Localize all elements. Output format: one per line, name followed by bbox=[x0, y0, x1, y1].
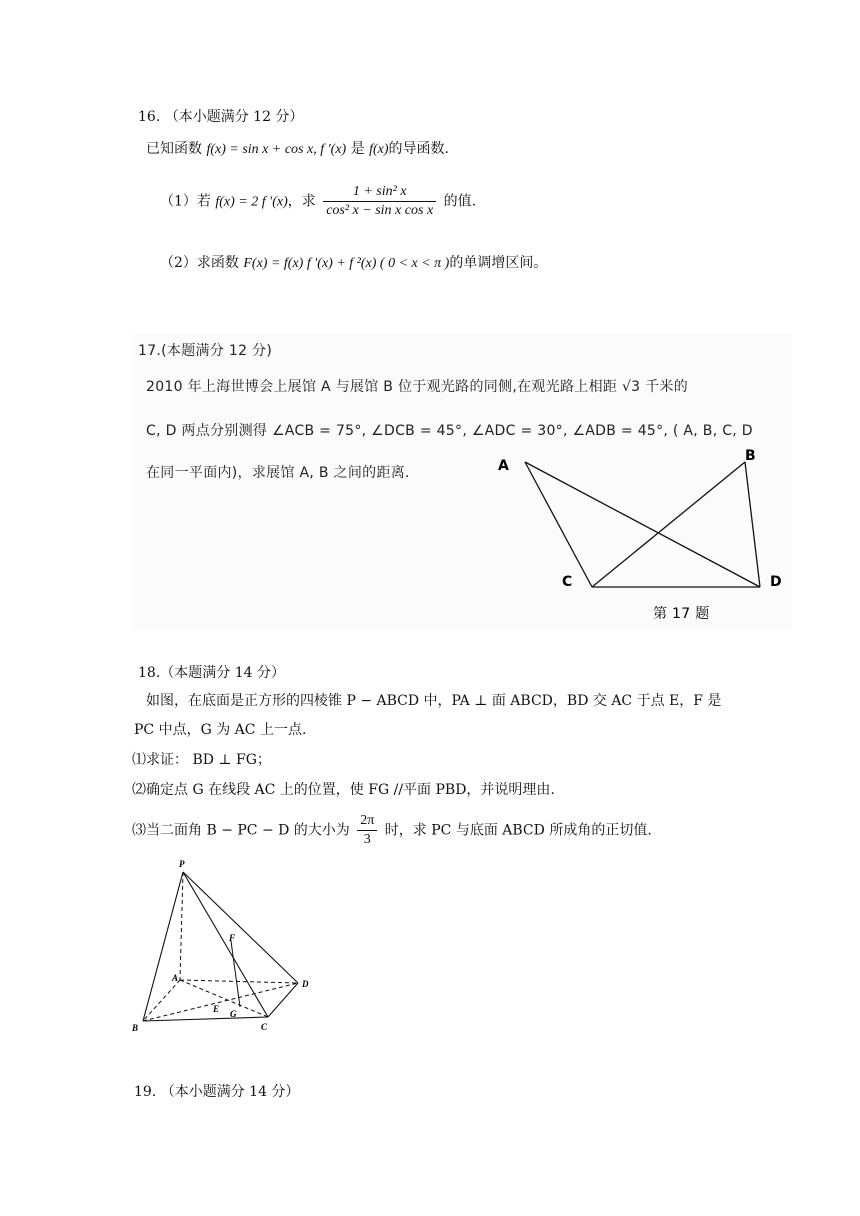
q17-heading: 17.(本题满分 12 分) bbox=[138, 343, 273, 359]
q17-figure-caption: 第 17 题 bbox=[653, 606, 710, 622]
q17-label-d: D bbox=[770, 574, 782, 590]
q19-heading: 19. （本小题满分 14 分） bbox=[134, 1084, 300, 1100]
q18-label-a: A bbox=[172, 973, 179, 983]
q17-line1: 2010 年上海世博会上展馆 A 与展馆 B 位于观光路的同侧,在观光路上相距 √3 千米的 bbox=[146, 379, 689, 395]
q18-edge-pb bbox=[143, 872, 183, 1021]
q17-line2: C, D 两点分别测得 ∠ACB = 75°, ∠DCB = 45°, ∠ADC = 30°, ∠ADB = 45°, ( A, B, C, D bbox=[146, 423, 753, 439]
q16-intro: 已知函数 f(x) = sin x + cos x, f ′(x) 是 f(x)的导函数. bbox=[146, 141, 449, 157]
q18-label-p: P bbox=[179, 859, 185, 869]
q18-edge-cd bbox=[268, 983, 298, 1017]
q17-segment-ad bbox=[525, 462, 760, 587]
q18-intro-line2: PC 中点，G 为 AC 上一点. bbox=[134, 722, 307, 738]
q16-heading: 16. （本小题满分 12 分） bbox=[138, 109, 304, 125]
q18-part3: ⑶当二面角 B − PC − D 的大小为 $\frac{2\pi}{3}$ 时，求 PC 与底面 ABCD 所成角的正切值. bbox=[132, 813, 652, 847]
q18-label-g: G bbox=[230, 1009, 237, 1019]
q18-label-c: C bbox=[261, 1022, 268, 1032]
q18-pyramid-figure bbox=[128, 855, 328, 1040]
q18-part1: ⑴求证： BD ⊥ FG； bbox=[132, 752, 271, 768]
q17-figure bbox=[490, 440, 790, 630]
q18-label-d: D bbox=[302, 979, 309, 989]
q17-segment-ac bbox=[525, 462, 592, 587]
q18-label-e: E bbox=[213, 1004, 220, 1014]
q17-label-c: C bbox=[562, 574, 573, 590]
q18-part2: ⑵确定点 G 在线段 AC 上的位置，使 FG //平面 PBD，并说明理由. bbox=[132, 782, 555, 798]
q18-edge-pa bbox=[180, 872, 183, 980]
q18-edge-ad bbox=[180, 980, 298, 983]
q17-label-a: A bbox=[498, 458, 509, 474]
q18-diagonal-ac bbox=[180, 980, 268, 1017]
q17-label-b: B bbox=[745, 448, 756, 464]
q16-intro-expr: f(x) = sin x + cos x, f ′(x) bbox=[206, 142, 347, 157]
q17-line3: 在同一平面内)，求展馆 A, B 之间的距离. bbox=[146, 465, 410, 481]
q18-edge-pd bbox=[183, 872, 298, 983]
q16-part1-expr: f(x) = 2 f ′(x) bbox=[215, 194, 288, 210]
q17-segment-bc bbox=[592, 462, 745, 587]
q18-intro-line1: 如图，在底面是正方形的四棱锥 P − ABCD 中，PA ⊥ 面 ABCD，BD 交 AC 于点 E，F 是 bbox=[146, 693, 722, 709]
q18-edge-bc bbox=[143, 1017, 268, 1021]
q16-part2: （2）求函数 F(x) = f(x) f ′(x) + f ²(x) ( 0 < x < π )的单调增区间。 bbox=[160, 255, 548, 271]
q18-segment-fg bbox=[231, 941, 240, 1007]
q18-edge-pc bbox=[183, 872, 268, 1017]
q18-label-b: B bbox=[132, 1023, 139, 1033]
q16-part1-fraction: $\frac{\text{1 + sin² x}}{\text{cos² x − sin x cos x}}$ bbox=[323, 183, 436, 220]
q18-label-f: F bbox=[229, 933, 236, 943]
q18-heading: 18.（本题满分 14 分） bbox=[138, 665, 285, 681]
q16-part1: （1）若 f(x) = 2 f ′(x)，求 $\frac{\text{1 + sin² x}}{\text{cos² x − sin x cos x}}$ 的值. bbox=[160, 184, 477, 218]
q16-part2-expr: F(x) = f(x) f ′(x) + f ²(x) ( 0 < x < π ) bbox=[243, 256, 450, 271]
q18-part3-fraction: $\frac{2\pi}{3}$ bbox=[357, 812, 377, 849]
q18-diagonal-bd bbox=[143, 983, 298, 1021]
q17-segment-bd bbox=[745, 462, 760, 587]
